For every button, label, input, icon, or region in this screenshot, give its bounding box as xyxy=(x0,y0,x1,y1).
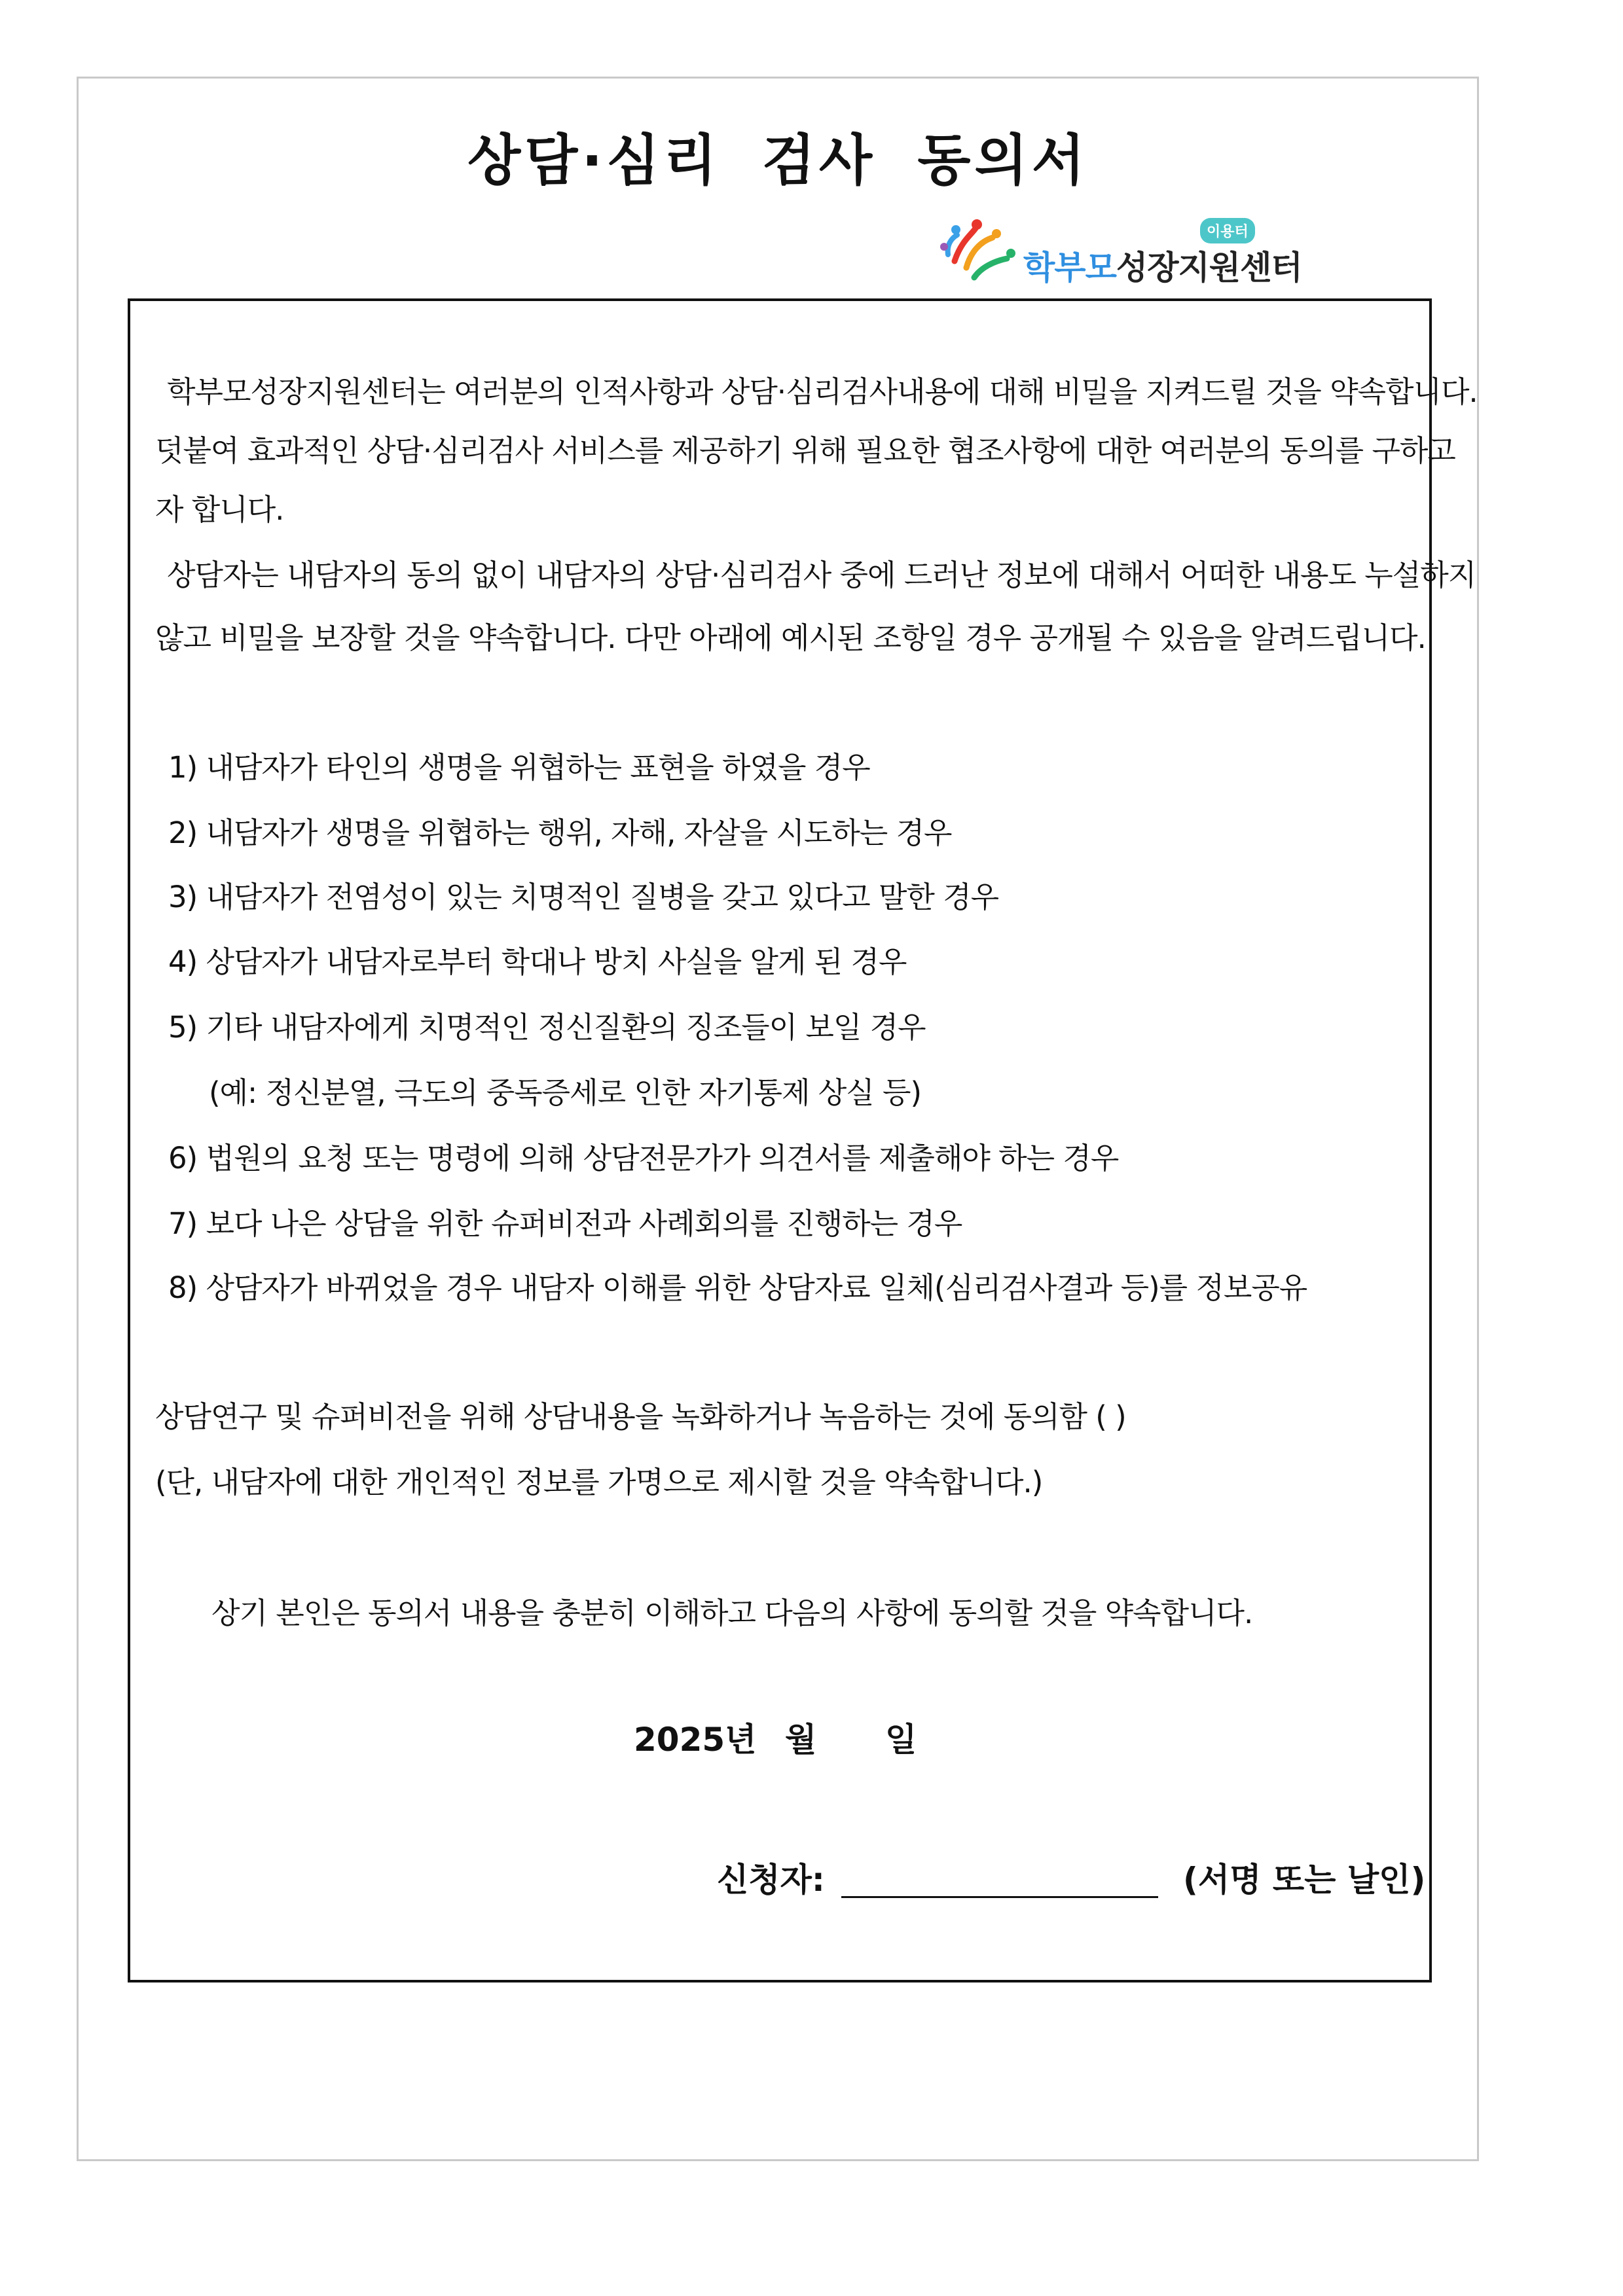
list-item: 7) 보다 나은 상담을 위한 슈퍼비전과 사례회의를 진행하는 경우 xyxy=(168,1206,962,1241)
signature-line[interactable] xyxy=(841,1896,1158,1898)
list-item: 5) 기타 내담자에게 치명적인 정신질환의 징조들이 보일 경우 xyxy=(168,1010,926,1045)
intro-line: 상담자는 내담자의 동의 없이 내담자의 상담·심리검사 중에 드러난 정보에 대해서 어떠한 내용도 누설하지 xyxy=(167,558,1476,592)
logo-badge: 이용터 xyxy=(1200,218,1255,243)
intro-line: 자 합니다. xyxy=(155,492,284,527)
intro-line: 덧붙여 효과적인 상담·심리검사 서비스를 제공하기 위해 필요한 협조사항에 대한 여러분의 동의를 구하고 xyxy=(155,433,1455,468)
declaration: 상기 본인은 동의서 내용을 충분히 이해하고 다음의 사항에 동의할 것을 약속합니다. xyxy=(211,1596,1253,1630)
list-item: 3) 내담자가 전염성이 있는 치명적인 질병을 갖고 있다고 말한 경우 xyxy=(168,880,999,914)
signature-note: (서명 또는 날인) xyxy=(1183,1861,1426,1899)
list-item: 6) 법원의 요청 또는 명령에 의해 상담전문가가 의견서를 제출해야 하는 경우 xyxy=(168,1141,1119,1175)
recording-note: (단, 내담자에 대한 개인적인 정보를 가명으로 제시할 것을 약속합니다.) xyxy=(155,1465,1043,1499)
recording-consent: 상담연구 및 슈퍼비전을 위해 상담내용을 녹화하거나 녹음하는 것에 동의함 ( ) xyxy=(155,1399,1126,1434)
logo-text-part2: 성장지원센터 xyxy=(1116,249,1302,287)
intro-line: 않고 비밀을 보장할 것을 약속합니다. 다만 아래에 예시된 조항일 경우 공개될 수 있음을 알려드립니다. xyxy=(155,620,1426,655)
document-title: 상담·심리 검사 동의서 xyxy=(467,128,1089,192)
center-logo xyxy=(935,213,1302,291)
list-item: 4) 상담자가 내담자로부터 학대나 방치 사실을 알게 된 경우 xyxy=(168,944,907,979)
logo-text-part1: 학부모 xyxy=(1023,249,1116,287)
list-item-note: (예: 정신분열, 극도의 중독증세로 인한 자기통제 상실 등) xyxy=(209,1075,922,1110)
list-item: 1) 내담자가 타인의 생명을 위협하는 표현을 하였을 경우 xyxy=(168,750,870,785)
logo-text xyxy=(1023,242,1302,289)
people-logo-icon xyxy=(935,215,1020,287)
date-day: 일 xyxy=(885,1721,917,1759)
signature-label: 신청자: xyxy=(717,1861,825,1899)
list-item: 8) 상담자가 바뀌었을 경우 내담자 이해를 위한 상담자료 일체(심리검사결과 등)를 정보공유 xyxy=(168,1270,1307,1305)
date-month: 월 xyxy=(785,1721,817,1759)
intro-line: 학부모성장지원센터는 여러분의 인적사항과 상담·심리검사내용에 대해 비밀을 지켜드릴 것을 약속합니다. xyxy=(167,374,1478,409)
list-item: 2) 내담자가 생명을 위협하는 행위, 자해, 자살을 시도하는 경우 xyxy=(168,816,952,850)
date-year: 2025년 xyxy=(634,1721,757,1759)
